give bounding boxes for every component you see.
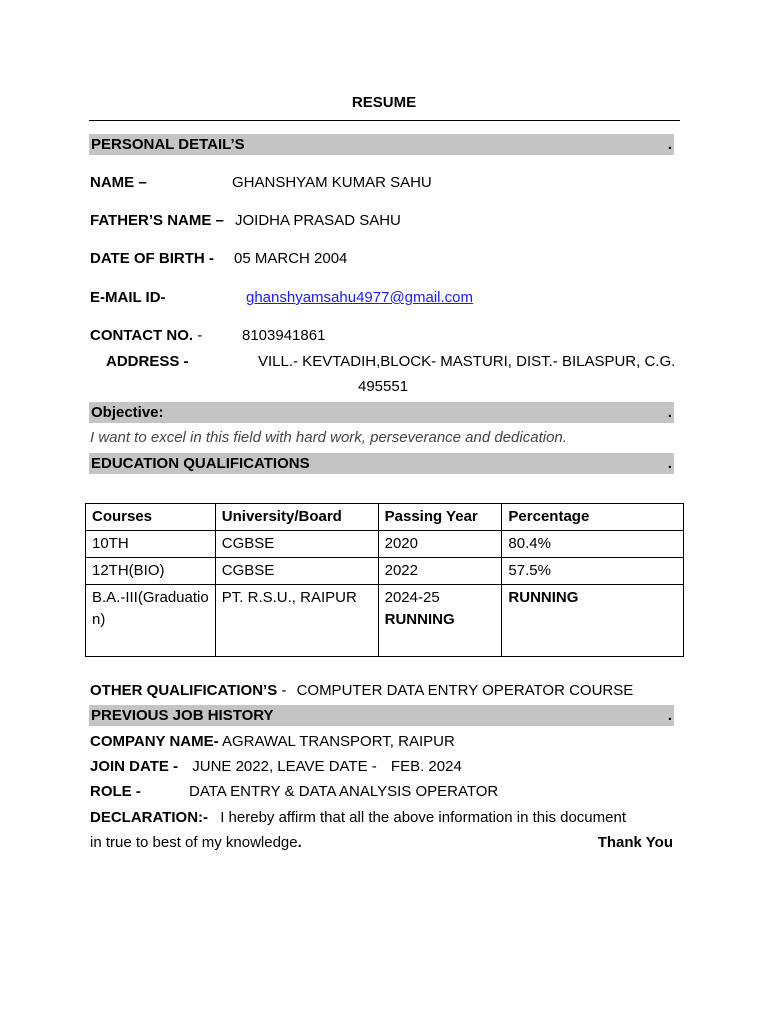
board-cell: CGBSE bbox=[215, 558, 378, 585]
declaration-line-2: in true to best of my knowledge bbox=[90, 834, 298, 851]
year-value: 2024-25 bbox=[384, 589, 440, 606]
col-header-passing-year: Passing Year bbox=[378, 504, 502, 531]
other-qualification-label: OTHER QUALIFICATION’S bbox=[90, 682, 278, 699]
objective-text: I want to excel in this field with hard work, perseverance and dedication. bbox=[90, 429, 567, 446]
year-cell bbox=[378, 585, 502, 657]
board-cell: CGBSE bbox=[215, 531, 378, 558]
role-value: DATA ENTRY & DATA ANALYSIS OPERATOR bbox=[189, 783, 499, 800]
year-cell: 2020 bbox=[378, 531, 502, 558]
declaration-line-1: I hereby affirm that all the above information in this document bbox=[220, 809, 626, 826]
job-history-heading bbox=[89, 705, 674, 726]
join-date-row bbox=[90, 758, 462, 775]
education-heading bbox=[89, 453, 674, 474]
percentage-cell: 80.4% bbox=[502, 531, 684, 558]
resume-title: RESUME bbox=[351, 94, 417, 111]
objective-heading bbox=[89, 402, 674, 423]
father-name-label: FATHER’S NAME – bbox=[90, 212, 224, 229]
personal-details-heading-dot: . bbox=[667, 136, 672, 153]
other-qualification-value: COMPUTER DATA ENTRY OPERATOR COURSE bbox=[296, 682, 634, 699]
address-line-2: 495551 bbox=[358, 378, 409, 395]
col-header-courses: Courses bbox=[86, 504, 216, 531]
declaration-label: DECLARATION:- bbox=[90, 809, 209, 826]
table-row bbox=[86, 531, 684, 558]
percentage-cell: 57.5% bbox=[502, 558, 684, 585]
contact-value: 8103941861 bbox=[242, 327, 326, 344]
thank-you: Thank You bbox=[597, 834, 673, 851]
title-rule bbox=[89, 120, 680, 121]
education-heading-dot: . bbox=[667, 455, 672, 472]
course-cell: B.A.-III(Graduation) bbox=[86, 585, 216, 657]
contact-separator: - bbox=[193, 327, 203, 344]
declaration-row bbox=[90, 809, 626, 826]
other-qualification-separator: - bbox=[277, 682, 287, 699]
dob-value: 05 MARCH 2004 bbox=[234, 250, 348, 267]
course-cell: 12TH(BIO) bbox=[86, 558, 216, 585]
join-date-label: JOIN DATE - bbox=[90, 758, 179, 775]
course-cell: 10TH bbox=[86, 531, 216, 558]
company-row bbox=[90, 733, 455, 750]
board-cell: PT. R.S.U., RAIPUR bbox=[215, 585, 378, 657]
contact-label: CONTACT NO. bbox=[90, 327, 194, 344]
table-row bbox=[86, 585, 684, 657]
year-cell: 2022 bbox=[378, 558, 502, 585]
name-label: NAME – bbox=[90, 174, 147, 191]
dob-label: DATE OF BIRTH - bbox=[90, 250, 214, 267]
col-header-university: University/Board bbox=[215, 504, 378, 531]
personal-details-heading-text: PERSONAL DETAIL’S bbox=[91, 136, 245, 153]
objective-heading-text: Objective: bbox=[91, 404, 164, 421]
contact-row bbox=[90, 327, 202, 344]
email-label: E-MAIL ID- bbox=[90, 289, 166, 306]
education-heading-text: EDUCATION QUALIFICATIONS bbox=[91, 455, 310, 472]
company-value: AGRAWAL TRANSPORT, RAIPUR bbox=[221, 733, 455, 750]
year-note: RUNNING bbox=[384, 611, 455, 628]
role-label: ROLE - bbox=[90, 783, 141, 800]
name-value: GHANSHYAM KUMAR SAHU bbox=[232, 174, 432, 191]
personal-details-heading bbox=[89, 134, 674, 155]
leave-date-value: FEB. 2024 bbox=[390, 758, 462, 775]
percentage-cell: RUNNING bbox=[502, 585, 684, 657]
job-history-heading-text: PREVIOUS JOB HISTORY bbox=[91, 707, 274, 724]
other-qualification-row bbox=[90, 682, 633, 699]
table-row bbox=[86, 558, 684, 585]
father-name-value: JOIDHA PRASAD SAHU bbox=[235, 212, 401, 229]
job-history-heading-dot: . bbox=[667, 707, 672, 724]
col-header-percentage: Percentage bbox=[502, 504, 684, 531]
declaration-line-2-row bbox=[90, 834, 302, 851]
address-label: ADDRESS - bbox=[106, 353, 189, 370]
email-link[interactable]: ghanshyamsahu4977@gmail.com bbox=[246, 289, 474, 306]
address-line-1: VILL.- KEVTADIH,BLOCK- MASTURI, DIST.- BILASPUR, C.G. bbox=[258, 353, 676, 370]
education-table bbox=[85, 503, 684, 657]
objective-heading-dot: . bbox=[667, 404, 672, 421]
education-header-row bbox=[86, 504, 684, 531]
declaration-line-2-end: . bbox=[297, 834, 302, 851]
join-date-value: JUNE 2022, LEAVE DATE - bbox=[192, 758, 377, 775]
company-label: COMPANY NAME- bbox=[90, 733, 219, 750]
